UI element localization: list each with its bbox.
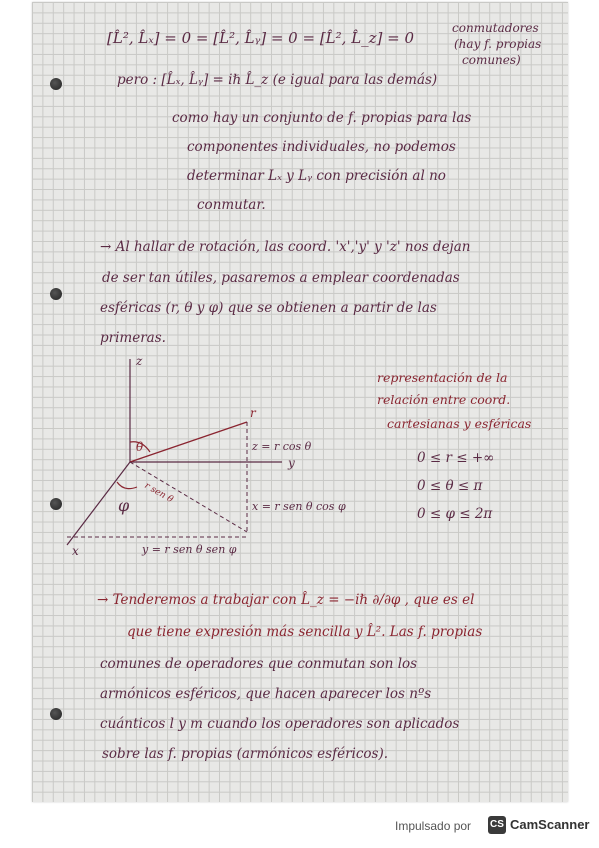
text-line: de ser tan útiles, pasaremos a emplear coordenadas: [102, 270, 460, 286]
text-line: como hay un conjunto de f. propias para las: [172, 110, 472, 126]
text-line: → Tenderemos a trabajar con L̂_z = −iℏ ∂/∂φ , que es el: [97, 592, 475, 608]
text-line: → Al hallar de rotación, las coord. 'x','y' y 'z' nos dejan: [100, 239, 471, 255]
text-line: cuánticos l y m cuando los operadores son aplicados: [100, 716, 460, 732]
camscanner-logo-icon: CS: [488, 816, 506, 834]
y-axis-label: y: [288, 456, 295, 470]
notebook-page: [32, 2, 568, 802]
text-line: comunes de operadores que conmutan son los: [100, 656, 418, 672]
phi-label: φ: [118, 496, 130, 515]
x-axis-label: x: [72, 544, 79, 558]
side-note-2: relación entre coord.: [377, 392, 511, 407]
text-line: esféricas (r, θ y φ) que se obtienen a partir de las: [100, 300, 437, 316]
phi-arc: [117, 482, 137, 489]
z-axis-label: z: [136, 354, 143, 368]
brace-note-2: (hay f. propias: [454, 37, 542, 51]
r-vector: [130, 422, 247, 462]
footer-label: Impulsado por: [395, 819, 472, 833]
text-line: componentes individuales, no podemos: [187, 139, 456, 155]
brace-note-1: conmutadores: [452, 21, 539, 35]
pero-line: pero : [L̂ₓ, L̂ᵧ] = iℏ L̂_z (e igual para las demás): [117, 72, 438, 88]
punch-hole: [50, 498, 62, 510]
text-line: armónicos esféricos, que hacen aparecer los nºs: [100, 686, 432, 702]
theta-label: θ: [136, 440, 144, 454]
proj-label: r sen θ: [142, 480, 175, 506]
range-phi: 0 ≤ φ ≤ 2π: [417, 506, 493, 522]
range-r: 0 ≤ r ≤ +∞: [417, 450, 495, 466]
projection-line: [130, 462, 247, 532]
eq-x: x = r sen θ cos φ: [252, 500, 346, 513]
commutator-line: [L̂², L̂ₓ] = 0 = [L̂², L̂ᵧ] = 0 = [L̂², L̂_z] = 0: [107, 29, 415, 47]
punch-hole: [50, 78, 62, 90]
r-label: r: [250, 406, 256, 420]
brace-note-3: comunes): [462, 53, 521, 67]
text-line: que tiene expresión más sencilla y L̂². Las f. propias: [127, 624, 483, 640]
side-note-3: cartesianas y esféricas: [387, 416, 532, 431]
eq-y: y = r sen θ sen φ: [142, 543, 237, 556]
punch-hole: [50, 708, 62, 720]
range-theta: 0 ≤ θ ≤ π: [417, 478, 483, 494]
text-line: determinar Lₓ y Lᵧ con precisión al no: [187, 168, 446, 184]
scanner-footer: [0, 812, 599, 842]
side-note-1: representación de la: [377, 370, 508, 385]
punch-hole: [50, 288, 62, 300]
eq-z: z = r cos θ: [252, 440, 312, 453]
footer-brand: CamScanner: [510, 817, 590, 832]
text-line: primeras.: [100, 330, 166, 346]
spherical-coordinates-diagram: [62, 347, 372, 567]
text-line: conmutar.: [197, 197, 266, 213]
text-line: sobre las f. propias (armónicos esféricos).: [102, 746, 389, 762]
